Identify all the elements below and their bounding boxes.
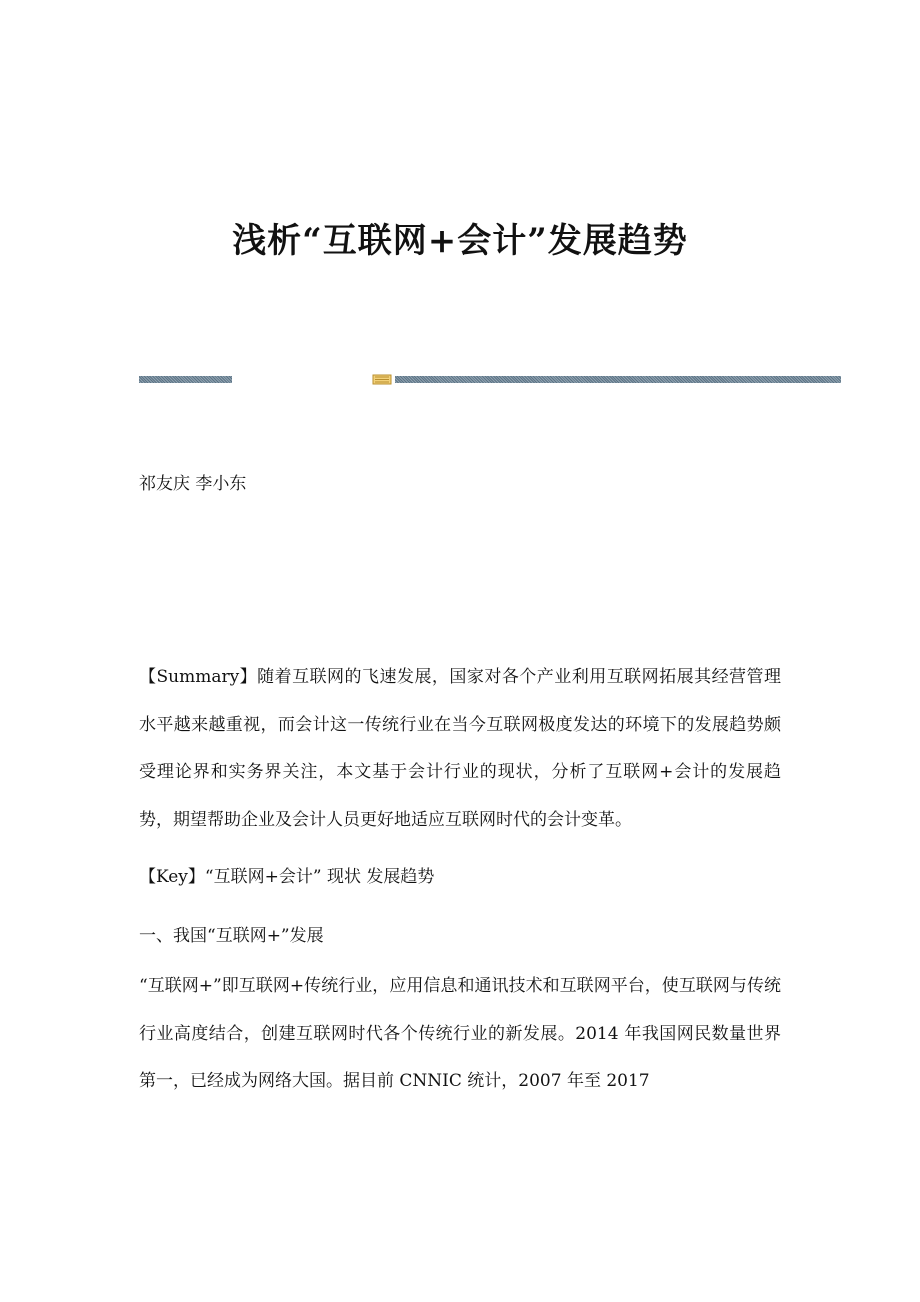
keywords-label: 【Key】 <box>139 867 205 887</box>
summary-text: 随着互联网的飞速发展，国家对各个产业利用互联网拓展其经营管理水平越来越重视，而会计这一传统行业在当今互联网极度发达的环境下的发展趋势颇受理论界和实务界关注，本文基于会计行业的现状，分析了互联网+会计的发展趋势，期望帮助企业及会计人员更好地适应互联网时代的会计变革。 <box>139 667 782 830</box>
keywords-text: “互联网+会计” 现状 发展趋势 <box>204 867 435 887</box>
body-paragraph: “互联网+”即互联网+传统行业，应用信息和通讯技术和互联网平台，使互联网与传统行业高度结合，创建互联网时代各个传统行业的新发展。2014 年我国网民数量世界第一，已经成为网络大国。据目前 CNNIC 统计，2007 年至 2017 <box>139 976 781 1091</box>
page-title: 浅析“互联网+会计”发展趋势 <box>232 221 688 261</box>
summary-paragraph <box>139 654 781 844</box>
divider-bar-left <box>139 376 232 383</box>
authors: 祁友庆 李小东 <box>139 474 247 494</box>
summary-label: 【Summary】 <box>139 667 258 687</box>
ornament-icon <box>372 374 392 385</box>
keywords-line <box>139 854 781 901</box>
section-heading: 一、我国“互联网+”发展 <box>139 926 324 946</box>
title-divider <box>139 374 841 384</box>
divider-bar-right <box>395 376 841 383</box>
